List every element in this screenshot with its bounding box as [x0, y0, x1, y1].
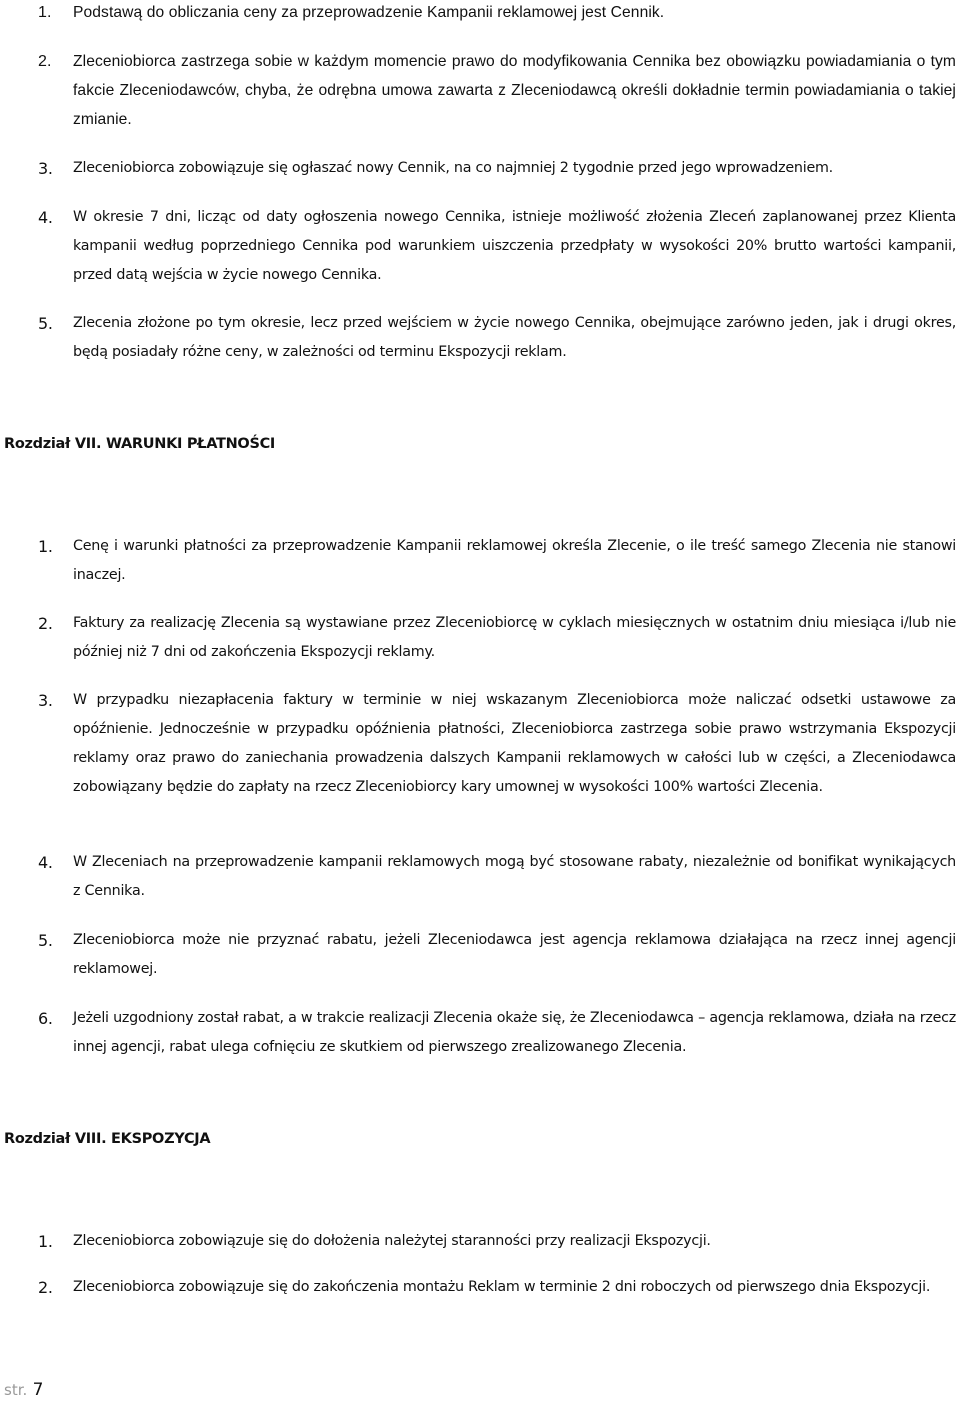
list-item-text: Jeżeli uzgodniony został rabat, a w trakcie realizacji Zlecenia okaże się, że Zleceniodawca – agencja reklamowa, działa na rzecz innej agencji, rabat ulega cofnięciu ze skutkiem od pierwszego zrealizowanego Zlecenia.: [73, 1010, 956, 1055]
list-item-text: Podstawą do obliczania ceny za przeprowadzenie Kampanii reklamowej jest Cennik.: [73, 4, 665, 21]
list-item-number: 1.: [38, 537, 53, 556]
list-item-number: 4.: [38, 208, 53, 227]
list-item-text: Zlecenia złożone po tym okresie, lecz przed wejściem w życie nowego Cennika, obejmujące zarówno jeden, jak i drugi okres, będą posiadały różne ceny, w zależności od terminu Ekspozycji reklam.: [73, 315, 956, 360]
list-item-text: Faktury za realizację Zlecenia są wystawiane przez Zleceniobiorcę w cyklach miesięcznych w ostatnim dniu miesiąca i/lub nie później niż 7 dni od zakończenia Ekspozycji reklamy.: [73, 615, 956, 660]
list-item-text: Zleceniobiorca zobowiązuje się do zakończenia montażu Reklam w terminie 2 dni roboczych od pierwszego dnia Ekspozycji.: [73, 1279, 931, 1295]
list-item-number: 2.: [38, 614, 53, 633]
list-item-number: 1.: [38, 4, 52, 21]
list-item: [0, 154, 956, 183]
list-item: [0, 926, 956, 984]
list-item: [0, 47, 956, 134]
list-item-text: Zleceniobiorca może nie przyznać rabatu, jeżeli Zleceniodawca jest agencja reklamowa działająca na rzecz innej agencji reklamowej.: [73, 932, 956, 977]
list-item: [0, 848, 956, 906]
list-item-number: 2.: [38, 53, 52, 70]
list-item-number: 5.: [38, 314, 53, 333]
list-item: [0, 1273, 956, 1302]
list-item: [0, 0, 956, 27]
list-item: [0, 609, 956, 667]
list-item-text: W Zleceniach na przeprowadzenie kampanii reklamowych mogą być stosowane rabaty, niezależnie od bonifikat wynikających z Cennika.: [73, 854, 956, 899]
page-label: str.: [4, 1381, 28, 1399]
section-heading: Rozdział VII. WARUNKI PŁATNOŚCI: [4, 436, 276, 452]
list-item-text: Zleceniobiorca zastrzega sobie w każdym momencie prawo do modyfikowania Cennika bez obowiązku powiadamiania o tym fakcie Zleceniodawców, chyba, że odrębna umowa zawarta z Zleceniodawcą określi dokładnie termin powiadamiania o takiej zmianie.: [73, 53, 956, 128]
list-item-number: 5.: [38, 931, 53, 950]
list-item-text: Cenę i warunki płatności za przeprowadzenie Kampanii reklamowej określa Zlecenie, o ile treść samego Zlecenia nie stanowi inaczej.: [73, 538, 956, 583]
list-item-text: Zleceniobiorca zobowiązuje się do dołożenia należytej staranności przy realizacji Ekspozycji.: [73, 1233, 711, 1249]
list-item-number: 3.: [38, 691, 53, 710]
list-item-number: 4.: [38, 853, 53, 872]
section-heading: Rozdział VIII. EKSPOZYCJA: [4, 1131, 211, 1147]
list-item: [0, 203, 956, 290]
list-item: [0, 532, 956, 590]
page-footer: [4, 1380, 44, 1400]
list-item-text: W okresie 7 dni, licząc od daty ogłoszenia nowego Cennika, istnieje możliwość złożenia Zleceń zaplanowanej przez Klienta kampanii według poprzedniego Cennika pod warunkiem uiszczenia przedpłaty w wysokości 20% brutto wartości kampanii, przed datą wejścia w życie nowego Cennika.: [73, 209, 956, 283]
list-item: [0, 1227, 956, 1256]
list-item: [0, 686, 956, 802]
list-item: [0, 309, 956, 367]
list-item-text: Zleceniobiorca zobowiązuje się ogłaszać nowy Cennik, na co najmniej 2 tygodnie przed jego wprowadzeniem.: [73, 160, 833, 176]
list-item: [0, 1004, 956, 1062]
list-item-number: 3.: [38, 159, 53, 178]
list-item-number: 2.: [38, 1278, 53, 1297]
list-item-number: 6.: [38, 1009, 53, 1028]
list-item-number: 1.: [38, 1232, 53, 1251]
list-item-text: W przypadku niezapłacenia faktury w terminie w niej wskazanym Zleceniobiorca może naliczać odsetki ustawowe za opóźnienie. Jednocześnie w przypadku opóźnienia płatności, Zleceniobiorca zastrzega sobie prawo wstrzymania Ekspozycji reklamy oraz prawo do zaniechania prowadzenia dalszych Kampanii reklamowych w całości lub w części, a Zleceniodawca zobowiązany będzie do zapłaty na rzecz Zleceniobiorcy kary umownej w wysokości 100% wartości Zlecenia.: [73, 692, 956, 795]
page-number: 7: [32, 1380, 44, 1400]
